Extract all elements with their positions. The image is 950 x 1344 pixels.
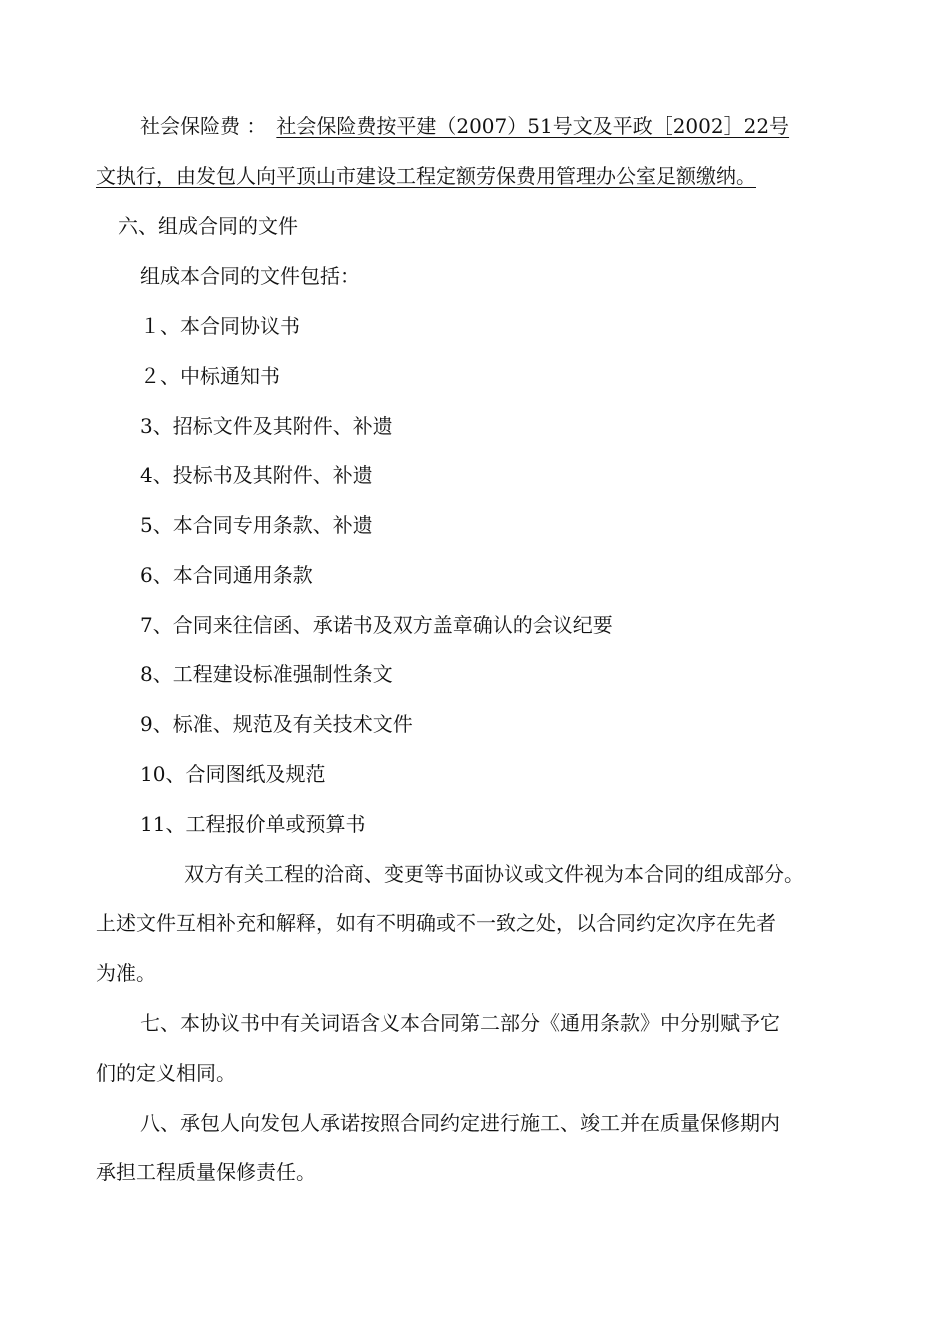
list-item: 9、标准、规范及有关技术文件: [140, 712, 413, 736]
list-item: 4、投标书及其附件、补遗: [140, 463, 373, 487]
insurance-line-2: [96, 162, 756, 190]
section6-paragraph-line-3: 为准。: [96, 961, 156, 985]
list-item: 8、工程建设标准强制性条文: [140, 662, 393, 686]
section6-heading: 六、组成合同的文件: [118, 214, 298, 238]
section7-line-2: 们的定义相同。: [96, 1061, 236, 1085]
section6-intro: 组成本合同的文件包括：: [140, 264, 360, 288]
insurance-line-1: [140, 112, 789, 140]
section7-line-1: 七、本协议书中有关词语含义本合同第二部分《通用条款》中分别赋予它: [140, 1011, 780, 1035]
list-item: 11、工程报价单或预算书: [140, 812, 366, 836]
list-item: １、本合同协议书: [140, 314, 300, 338]
list-item: 3、招标文件及其附件、补遗: [140, 414, 393, 438]
list-item: 10、合同图纸及规范: [140, 762, 326, 786]
section6-paragraph-line-2: 上述文件互相补充和解释，如有不明确或不一致之处，以合同约定次序在先者: [96, 911, 776, 935]
section8-line-1: 八、承包人向发包人承诺按照合同约定进行施工、竣工并在质量保修期内: [140, 1111, 780, 1135]
insurance-text-line-2: 文执行，由发包人向平顶山市建设工程定额劳保费用管理办公室足额缴纳。: [96, 164, 756, 188]
list-item: 5、本合同专用条款、补遗: [140, 513, 373, 537]
list-item: 6、本合同通用条款: [140, 563, 313, 587]
section6-paragraph-line-1: 双方有关工程的洽商、变更等书面协议或文件视为本合同的组成部分。: [184, 862, 804, 886]
list-item: ２、中标通知书: [140, 364, 280, 388]
section8-line-2: 承担工程质量保修责任。: [96, 1160, 316, 1184]
insurance-label: 社会保险费 ：: [140, 114, 267, 138]
insurance-text-line-1: 社会保险费按平建（2007）51号文及平政［2002］22号: [276, 114, 790, 138]
list-item: 7、合同来往信函、承诺书及双方盖章确认的会议纪要: [140, 613, 613, 637]
